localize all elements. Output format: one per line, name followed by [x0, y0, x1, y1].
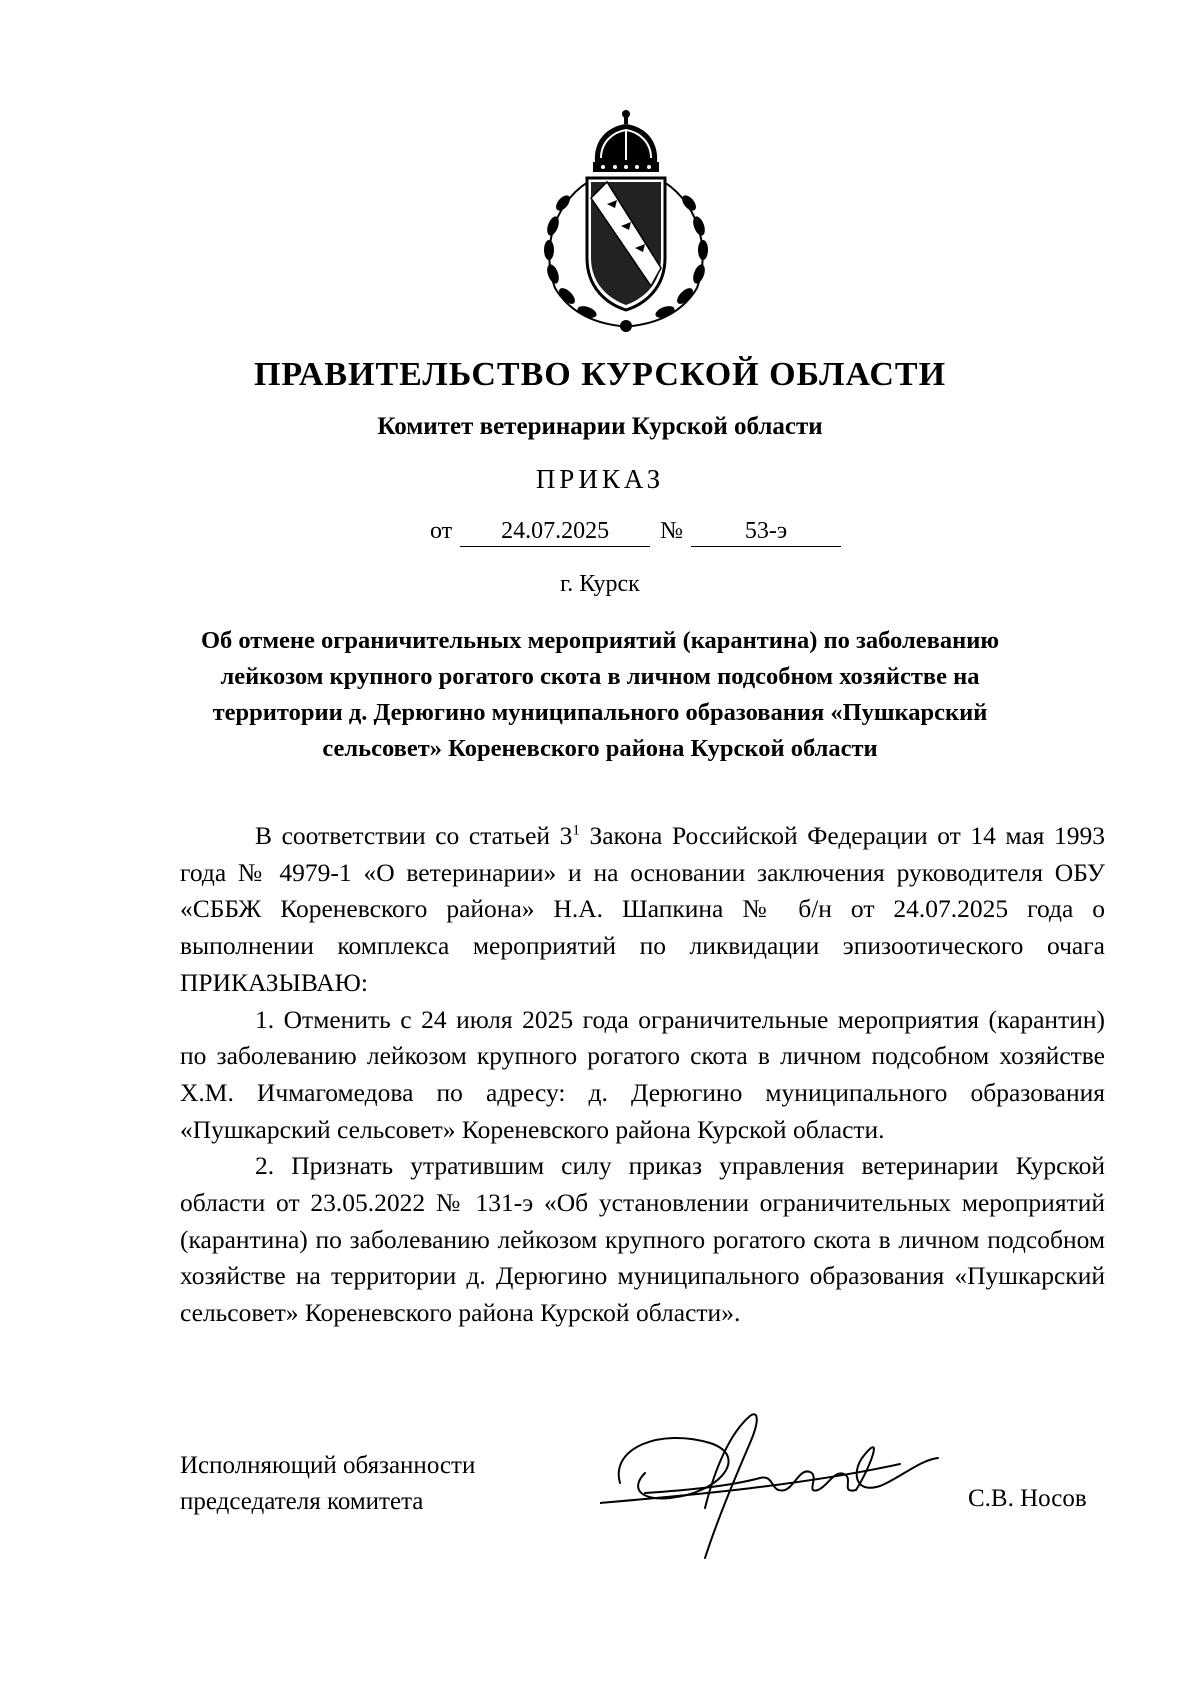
government-title: ПРАВИТЕЛЬСТВО КУРСКОЙ ОБЛАСТИ [253, 356, 947, 393]
order-item-1: 1. Отменить с 24 июля 2025 года ограничительные мероприятия (карантин) по заболеванию лейкозом крупного рогатого скота в личном подсобном хозяйстве Х.М. Ичмагомедова по адресу: д. Дерюгино муниципального образования «Пушкарский сельсовет» Кореневского района Курской области. [180, 1004, 1105, 1144]
committee-name: Комитет ветеринарии Курской области [377, 413, 823, 440]
signer-position-line1: Исполняющий обязанности [180, 1452, 476, 1479]
order-date: 24.07.2025 [460, 518, 650, 547]
city: г. Курск [560, 571, 640, 597]
coat-of-arms-icon [535, 108, 717, 336]
order-number: 53-э [691, 518, 841, 547]
number-prefix: № [660, 518, 684, 544]
document-type: ПРИКАЗ [535, 464, 665, 494]
signer-position-line2: председателя комитета [180, 1488, 424, 1515]
intro-text-part2: Закона Российской Федерации от 14 мая 1993 года № 4979-1 «О ветеринарии» и на основании заключения руководителя ОБУ «СББЖ Кореневского района» Н.А. Шапкина № б/н от 24.07.2025 года о выполнении комплекса мероприятий по ликвидации эпизоотического очага ПРИКАЗЫВАЮ: [180, 821, 1105, 997]
order-date-number-line [430, 518, 841, 547]
intro-text-part1: В соответствии со статьей 3 [255, 821, 573, 850]
order-body [180, 818, 1105, 1332]
handwritten-signature-icon [600, 1398, 940, 1568]
signer-position [180, 1448, 475, 1520]
date-prefix: от [430, 518, 453, 544]
order-item-2: 2. Признать утратившим силу приказ управления ветеринарии Курской области от 23.05.2022 № 131-э «Об установлении ограничительных мероприятий (карантина) по заболеванию лейкозом крупного рогатого скота в личном подсобном хозяйстве на территории д. Дерюгино муниципального образования «Пушкарский сельсовет» Кореневского района Курской области». [180, 1151, 1105, 1328]
intro-paragraph [180, 818, 1105, 1002]
intro-superscript: 1 [572, 822, 580, 839]
signer-name: С.В. Носов [968, 1485, 1087, 1512]
order-subject: Об отмене ограничительных мероприятий (карантина) по заболеванию лейкозом крупного рогатого скота в личном подсобном хозяйстве на территории д. Дерюгино муниципального образования «Пушкарский сельсовет» Кореневского района Курской области [200, 627, 1000, 762]
